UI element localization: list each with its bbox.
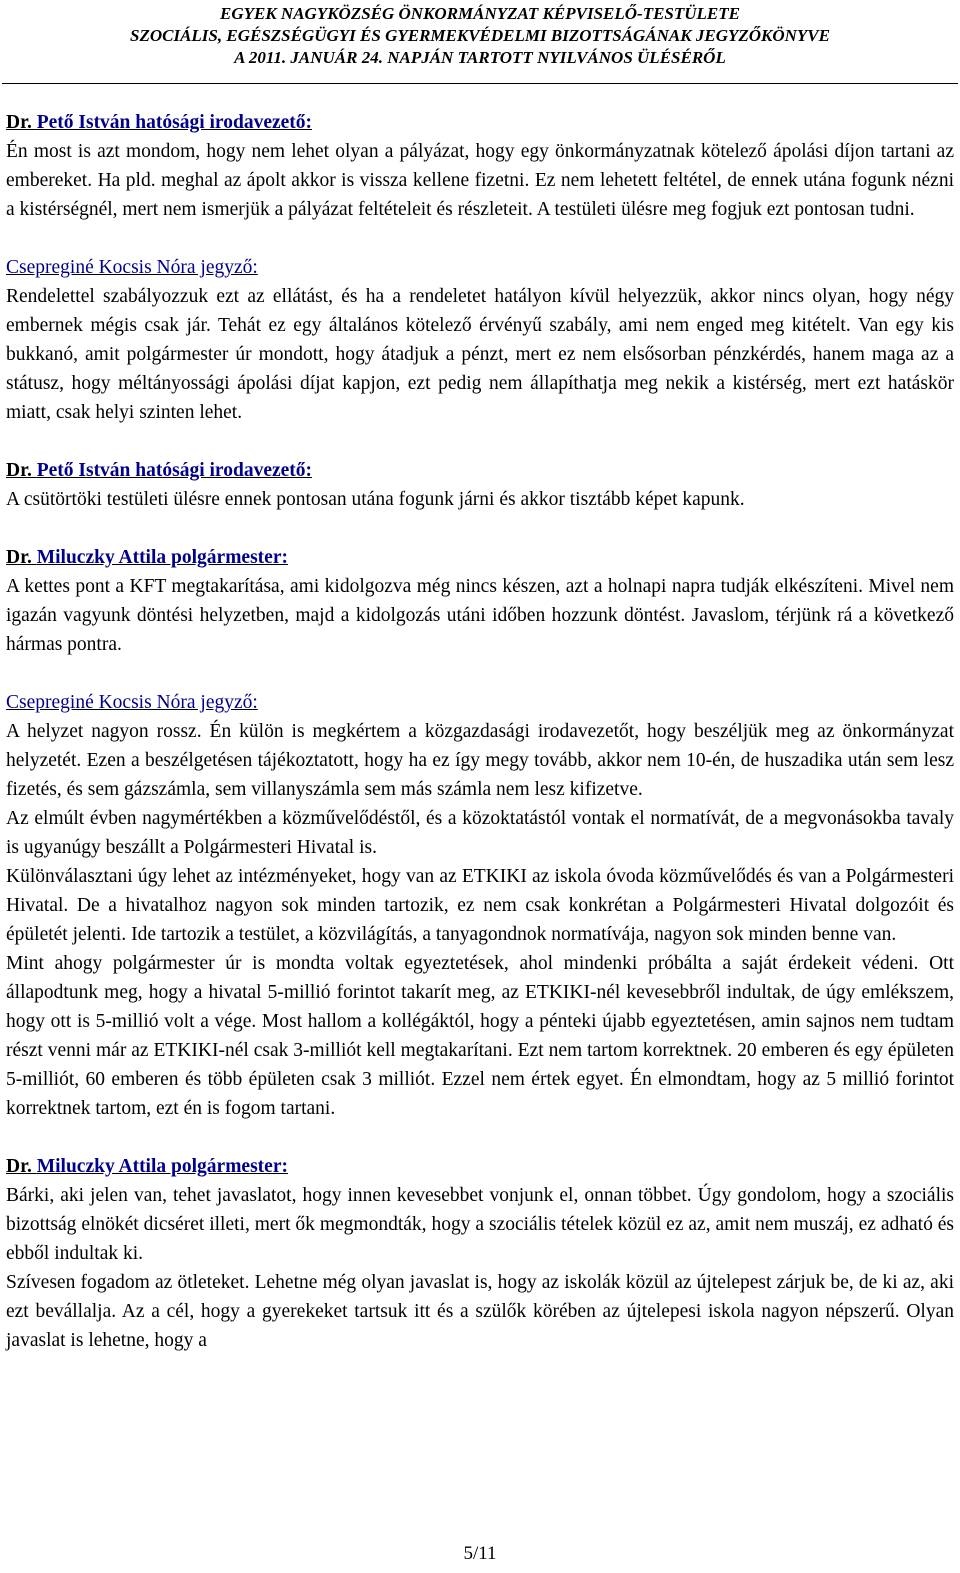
speech-block bbox=[6, 688, 954, 1123]
speech-paragraph: Bárki, aki jelen van, tehet javaslatot, hogy innen kevesebbet vonjunk el, onnan többet. Úgy gondolom, hogy a szociális bizottság elnökét dicséret illeti, mert ők megmondták, hogy a szociális tételek közül ez az, amit nem muszáj, ez adható és ebből indultak ki. bbox=[6, 1185, 954, 1264]
speech-block bbox=[6, 1152, 954, 1355]
speech-block bbox=[6, 108, 954, 224]
speaker-name: Csepreginé Kocsis Nóra jegyző: bbox=[6, 257, 258, 278]
document-header bbox=[0, 0, 960, 69]
speech-block bbox=[6, 543, 954, 659]
speaker-name: Miluczky Attila polgármester: bbox=[36, 1156, 288, 1177]
speaker-name: Pető István hatósági irodavezető: bbox=[36, 112, 313, 133]
speaker-label bbox=[6, 456, 954, 485]
page-number: 5/11 bbox=[463, 1543, 497, 1564]
speaker-label bbox=[6, 108, 954, 137]
speech-block bbox=[6, 253, 954, 427]
speech-paragraph: Különválasztani úgy lehet az intézményeket, hogy van az ETKIKI az iskola óvoda közművelődés és van a Polgármesteri Hivatal. De a hivatalhoz nagyon sok minden tartozik, ez nem csak konkrétan a Polgármesteri Hivatal dolgozóit és épületét jelenti. Ide tartozik a testület, a közvilágítás, a tanyagondnok normatívája, nagyon sok minden benne van. bbox=[6, 866, 954, 945]
speaker-name: Csepreginé Kocsis Nóra jegyző: bbox=[6, 692, 258, 713]
speaker-prefix: Dr. bbox=[6, 1156, 37, 1177]
header-line-1: EGYEK NAGYKÖZSÉG ÖNKORMÁNYZAT KÉPVISELŐ-TESTÜLETE bbox=[220, 4, 740, 23]
header-line-2: SZOCIÁLIS, EGÉSZSÉGÜGYI ÉS GYERMEKVÉDELMI BIZOTTSÁGÁNAK JEGYZŐKÖNYVE bbox=[130, 26, 830, 45]
speaker-label bbox=[6, 1152, 954, 1181]
minutes-body bbox=[6, 108, 954, 1384]
speaker-name: Miluczky Attila polgármester: bbox=[36, 547, 288, 568]
speech-paragraph: Az elmúlt évben nagymértékben a közművelődéstől, és a közoktatástól vontak el normatívát, de a megvonásokba tavaly is ugyanúgy beszállt a Polgármesteri Hivatal is. bbox=[6, 808, 954, 858]
speaker-label bbox=[6, 543, 954, 572]
header-line-3: A 2011. JANUÁR 24. NAPJÁN TARTOTT NYILVÁNOS ÜLÉSÉRŐL bbox=[234, 48, 726, 67]
speaker-prefix: Dr. bbox=[6, 460, 37, 481]
speech-paragraph: Én most is azt mondom, hogy nem lehet olyan a pályázat, hogy egy önkormányzatnak kötelező ápolási díjon tartani az embereket. Ha pld. meghal az ápolt akkor is vissza kellene fizetni. Ez nem lehetett feltétel, de ennek utána fogunk nézni a kistérségnél, mert nem ismerjük a pályázat feltételeit és részleteit. A testületi ülésre meg fogjuk ezt pontosan tudni. bbox=[6, 141, 954, 220]
speech-paragraph: Rendelettel szabályozzuk ezt az ellátást, és ha a rendeletet hatályon kívül helyezzük, akkor nincs olyan, hogy négy embernek mégis csak jár. Tehát ez egy általános kötelező érvényű szabály, ami nem enged meg kitételt. Van egy kis bukkanó, amit polgármester úr mondott, hogy átadjuk a pénzt, mert ez nem elsősorban pénzkérdés, hanem maga az a státusz, hogy méltányossági ápolási díjat kapjon, ezt pedig nem állapíthatja meg nekik a kistérség, mert ezt hatáskör miatt, csak helyi szinten lehet. bbox=[6, 286, 954, 423]
speech-paragraph: A kettes pont a KFT megtakarítása, ami kidolgozva még nincs készen, azt a holnapi napra tudják elkészíteni. Mivel nem igazán vagyunk döntési helyzetben, majd a kidolgozás utáni időben hozzunk döntést. Javaslom, térjünk rá a következő hármas pontra. bbox=[6, 576, 954, 655]
speaker-label bbox=[6, 688, 954, 717]
speech-paragraph: Mint ahogy polgármester úr is mondta voltak egyeztetések, ahol mindenki próbálta a saját érdekeit védeni. Ott állapodtunk meg, hogy a hivatal 5-millió forintot takarít meg, az ETKIKI-nél kevesebbről indultak, de úgy emlékszem, hogy ott is 5-millió volt a vége. Most hallom a kollégáktól, hogy a pénteki újabb egyeztetésen, amin sajnos nem tudtam részt venni már az ETKIKI-nél csak 3-milliót kell megtakarítani. Ezt nem tartom korrektnek. 20 emberen és egy épületen 5-milliót, 60 emberen és több épületen csak 3 milliót. Ezzel nem értek egyet. Én elmondtam, hogy az 5 millió forintot korrektnek tartom, ezt én is fogom tartani. bbox=[6, 953, 954, 1119]
speaker-label bbox=[6, 253, 954, 282]
speech-paragraph: A helyzet nagyon rossz. Én külön is megkértem a közgazdasági irodavezetőt, hogy beszéljük meg az önkormányzat helyzetét. Ezen a beszélgetésen tájékoztatott, hogy ha ez így megy tovább, akkor nem 10-én, de huszadika után sem lesz fizetés, és sem gázszámla, sem villanyszámla sem más számla nem lesz kifizetve. bbox=[6, 721, 954, 800]
speech-paragraph: Szívesen fogadom az ötleteket. Lehetne még olyan javaslat is, hogy az iskolák közül az újtelepest zárjuk be, de ki az, aki ezt bevállalja. Az a cél, hogy a gyerekeket tartsuk itt és a szülők körében az újtelepesi iskola nagyon népszerű. Olyan javaslat is lehetne, hogy a bbox=[6, 1272, 954, 1351]
speaker-name: Pető István hatósági irodavezető: bbox=[36, 460, 313, 481]
speech-paragraph: A csütörtöki testületi ülésre ennek pontosan utána fogunk járni és akkor tisztább képet kapunk. bbox=[6, 489, 745, 510]
header-divider bbox=[2, 83, 958, 84]
speech-block bbox=[6, 456, 954, 514]
speaker-prefix: Dr. bbox=[6, 112, 37, 133]
speaker-prefix: Dr. bbox=[6, 547, 37, 568]
